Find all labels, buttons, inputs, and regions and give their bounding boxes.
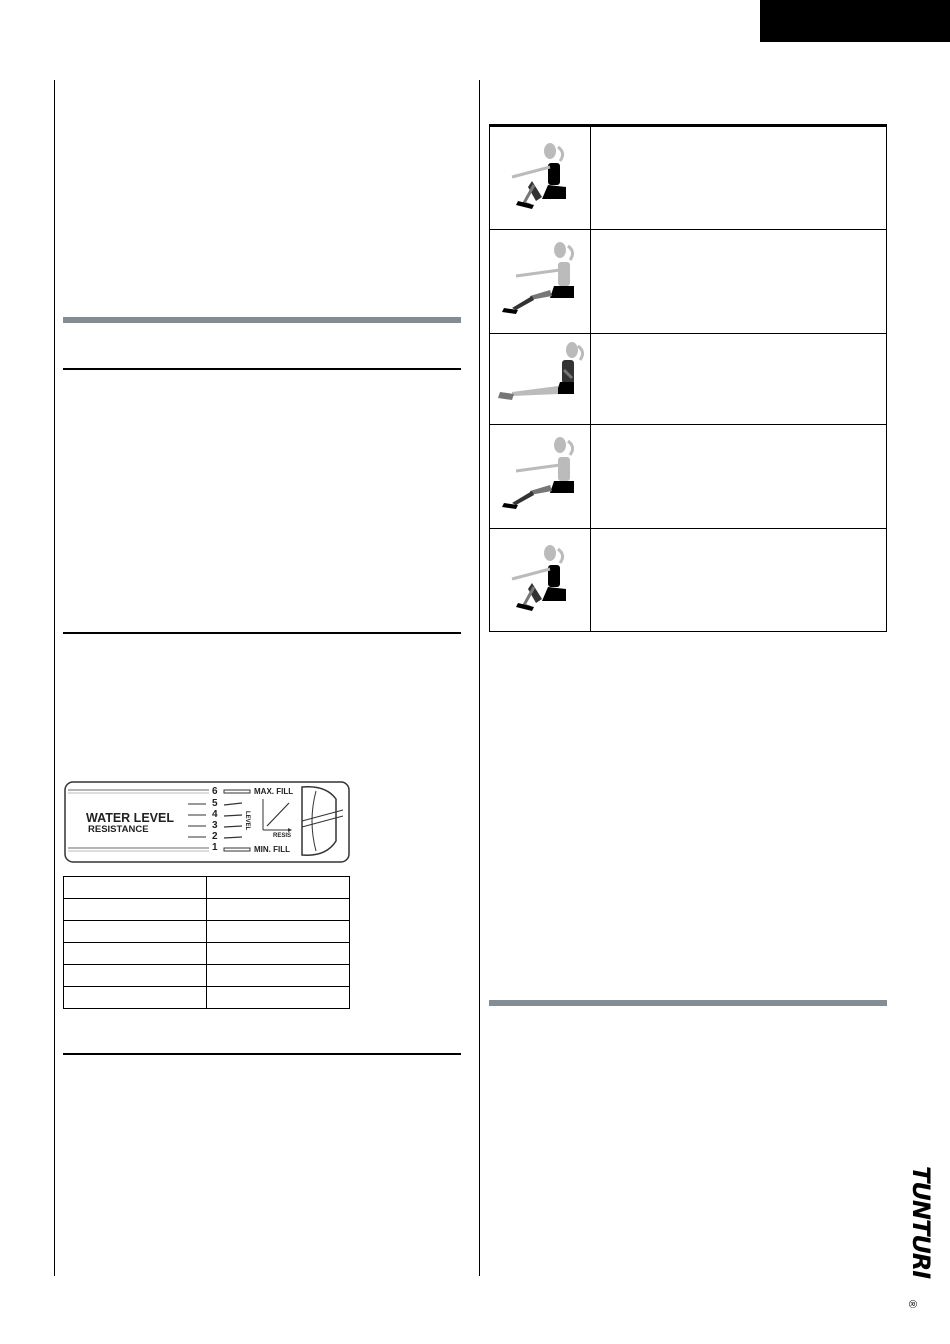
graph-y-label: LEVEL bbox=[244, 811, 250, 831]
graph-x-label: RESIS bbox=[273, 833, 292, 839]
column-divider bbox=[479, 80, 480, 1276]
subsection-rule bbox=[63, 368, 461, 370]
table-cell bbox=[207, 943, 350, 965]
table-cell bbox=[64, 965, 207, 987]
table-cell bbox=[64, 921, 207, 943]
left-margin-line bbox=[54, 80, 55, 1276]
table-cell bbox=[64, 943, 207, 965]
exercise-table bbox=[489, 124, 887, 632]
exercise-step bbox=[490, 230, 886, 334]
table-cell bbox=[64, 877, 207, 899]
subsection-rule bbox=[63, 632, 461, 634]
rowing-figure-icon bbox=[490, 334, 591, 424]
table-cell bbox=[207, 921, 350, 943]
language-tab bbox=[760, 0, 950, 42]
tunturi-logo bbox=[905, 1166, 939, 1316]
water-level-sticker bbox=[64, 781, 350, 863]
exercise-step bbox=[490, 425, 886, 529]
rowing-figure-icon bbox=[490, 230, 591, 333]
table-row bbox=[64, 943, 350, 965]
table-row bbox=[64, 899, 350, 921]
subsection-rule bbox=[63, 1053, 461, 1055]
sticker-subtitle: RESISTANCE bbox=[88, 824, 149, 835]
level-2: 2 bbox=[212, 831, 218, 842]
level-4: 4 bbox=[212, 809, 218, 820]
level-5: 5 bbox=[212, 798, 218, 809]
logo-text: TUNTURI bbox=[907, 1166, 935, 1279]
table-cell bbox=[64, 987, 207, 1009]
registered-mark: ® bbox=[906, 1299, 919, 1309]
table-row bbox=[64, 921, 350, 943]
level-1: 1 bbox=[212, 842, 218, 853]
max-fill-label: MAX. FILL bbox=[254, 787, 294, 796]
exercise-step bbox=[490, 127, 886, 230]
rowing-figure-icon bbox=[490, 127, 591, 229]
level-table bbox=[63, 876, 350, 1009]
level-6: 6 bbox=[212, 786, 218, 797]
level-3: 3 bbox=[212, 820, 218, 831]
table-row bbox=[64, 965, 350, 987]
section-rule bbox=[63, 317, 461, 323]
table-cell bbox=[207, 877, 350, 899]
exercise-step bbox=[490, 334, 886, 425]
table-cell bbox=[64, 899, 207, 921]
sticker-title: WATER LEVEL bbox=[86, 811, 174, 825]
table-cell bbox=[207, 899, 350, 921]
table-cell bbox=[207, 987, 350, 1009]
table-cell bbox=[207, 965, 350, 987]
table-row bbox=[64, 987, 350, 1009]
rowing-figure-icon bbox=[490, 425, 591, 528]
table-row bbox=[64, 877, 350, 899]
section-rule bbox=[489, 1000, 887, 1006]
exercise-step bbox=[490, 529, 886, 632]
min-fill-label: MIN. FILL bbox=[254, 845, 290, 854]
rowing-figure-icon bbox=[490, 529, 591, 632]
